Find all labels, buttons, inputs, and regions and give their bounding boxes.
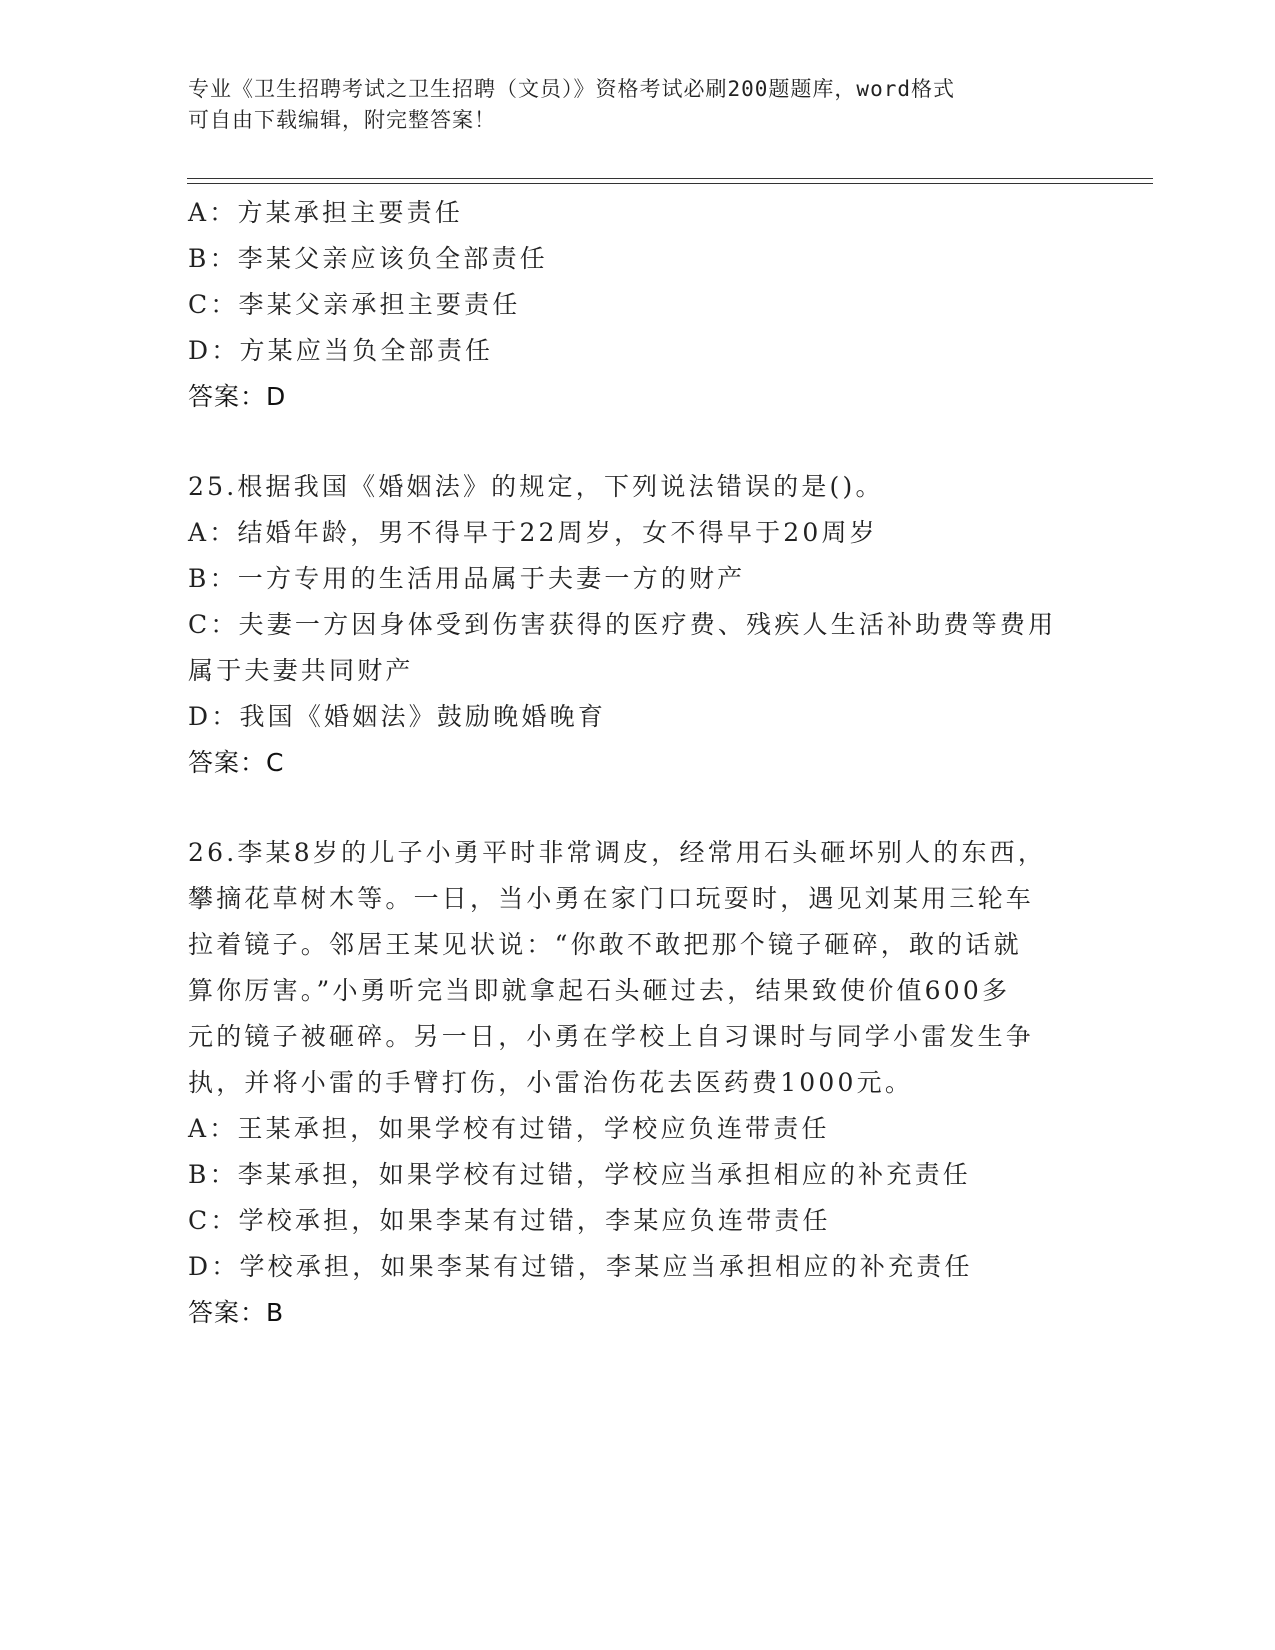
option-b: B：一方专用的生活用品属于夫妻一方的财产 (188, 564, 746, 593)
question-24 (188, 190, 1078, 420)
answer-line: 答案：D (188, 382, 287, 411)
option-c-continued: 属于夫妻共同财产 (188, 656, 414, 685)
question-25 (188, 464, 1078, 786)
option-c: C：夫妻一方因身体受到伤害获得的医疗费、残疾人生活补助费等费用 (188, 610, 1057, 639)
option-a: A：王某承担，如果学校有过错，学校应负连带责任 (188, 1114, 830, 1143)
option-c: C：学校承担，如果李某有过错，李某应负连带责任 (188, 1206, 831, 1235)
question-stem-line: 执，并将小雷的手臂打伤，小雷治伤花去医药费1000元。 (188, 1068, 914, 1097)
question-26 (188, 830, 1078, 1336)
option-b: B：李某父亲应该负全部责任 (188, 244, 548, 273)
question-content (188, 190, 1078, 1336)
option-d: D：方某应当负全部责任 (188, 336, 494, 365)
option-a: A：方某承担主要责任 (188, 198, 464, 227)
question-stem-line: 算你厉害。”小勇听完当即就拿起石头砸过去，结果致使价值600多 (188, 976, 1011, 1005)
question-stem-line: 26.李某8岁的儿子小勇平时非常调皮，经常用石头砸坏别人的东西， (188, 838, 1047, 867)
option-b: B：李某承担，如果学校有过错，学校应当承担相应的补充责任 (188, 1160, 971, 1189)
header-divider-bottom (187, 183, 1153, 184)
option-d: D：我国《婚姻法》鼓励晚婚晚育 (188, 702, 607, 731)
option-d: D：学校承担，如果李某有过错，李某应当承担相应的补充责任 (188, 1252, 973, 1281)
header-divider-top (187, 178, 1153, 179)
header-line-2: 可自由下载编辑，附完整答案！ (188, 108, 496, 132)
option-a: A：结婚年龄，男不得早于22周岁，女不得早于20周岁 (188, 518, 878, 547)
question-stem-line: 元的镜子被砸碎。另一日，小勇在学校上自习课时与同学小雷发生争 (188, 1022, 1035, 1051)
answer-line: 答案：B (188, 1298, 285, 1327)
question-stem-line: 攀摘花草树木等。一日，当小勇在家门口玩耍时，遇见刘某用三轮车 (188, 884, 1035, 913)
question-stem: 25.根据我国《婚姻法》的规定，下列说法错误的是()。 (188, 472, 884, 501)
spacer (188, 420, 1078, 464)
question-stem-line: 拉着镜子。邻居王某见状说：“你敢不敢把那个镜子砸碎，敢的话就 (188, 930, 1022, 959)
document-header (188, 74, 1068, 136)
option-c: C：李某父亲承担主要责任 (188, 290, 521, 319)
spacer (188, 786, 1078, 830)
answer-line: 答案：C (188, 748, 285, 777)
header-line-1: 专业《卫生招聘考试之卫生招聘（文员）》资格考试必刷200题题库，word格式 (188, 77, 955, 101)
